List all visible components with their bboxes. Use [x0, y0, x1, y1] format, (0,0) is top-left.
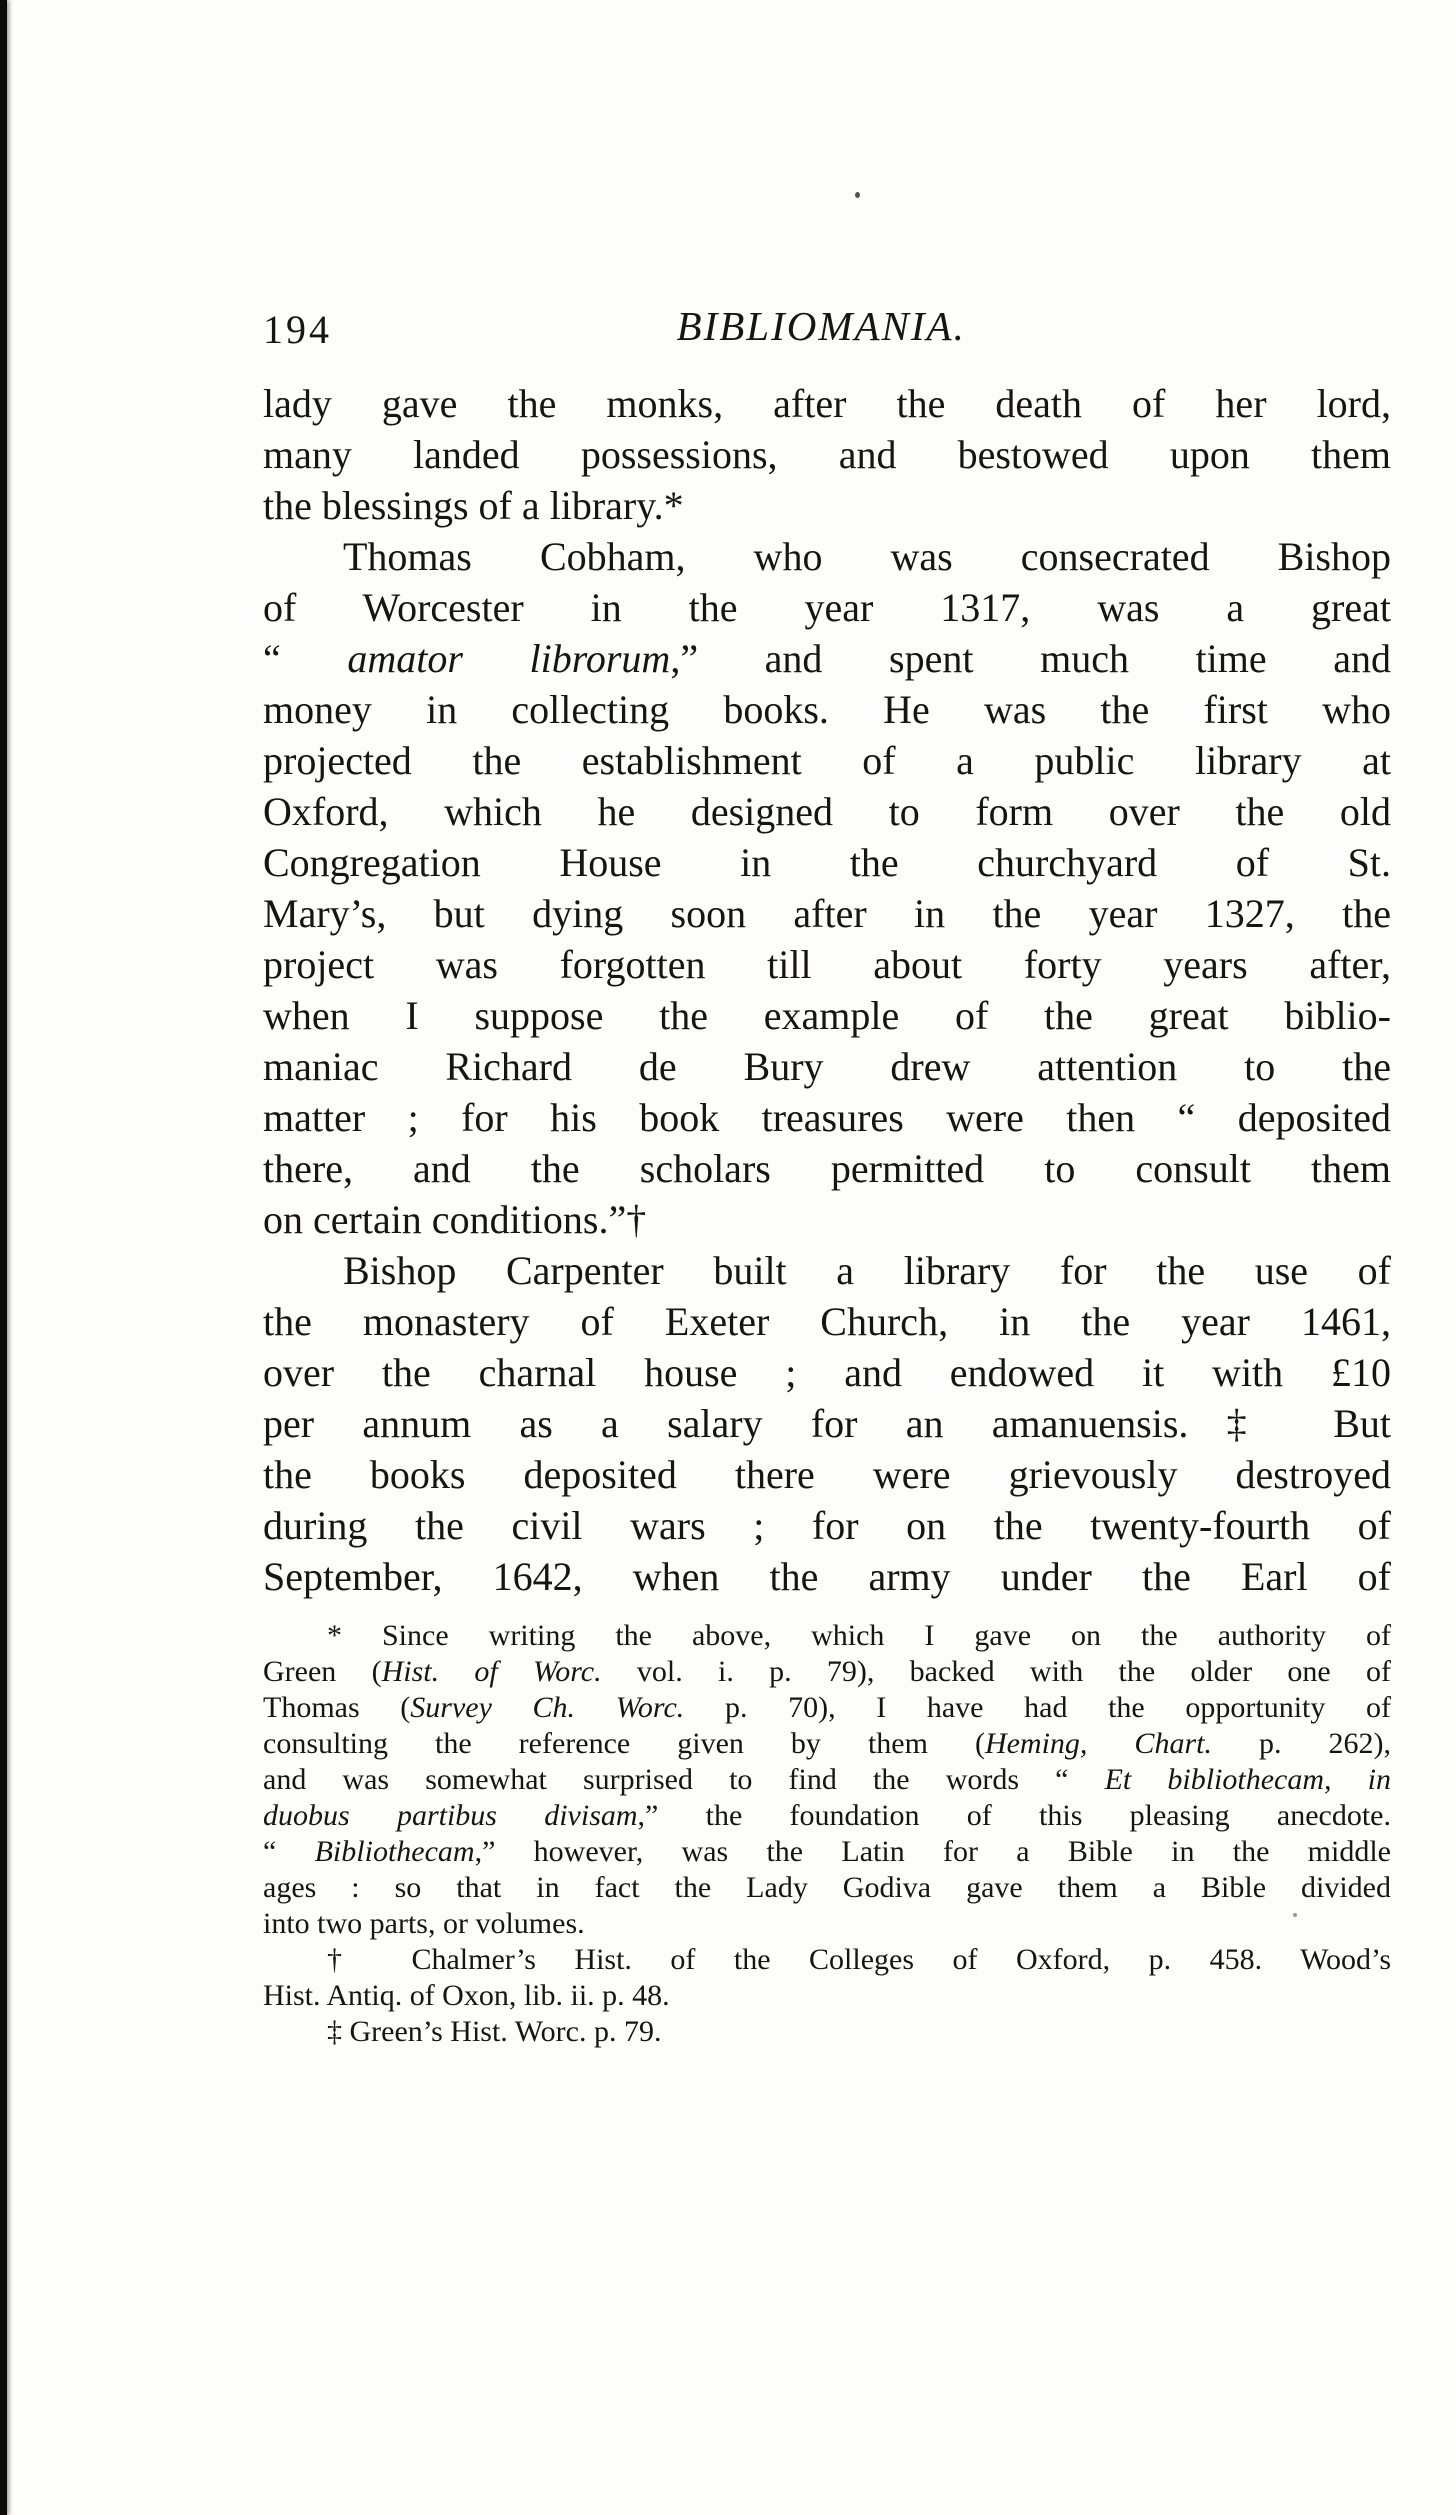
text-line — [263, 837, 1391, 888]
text-segment: money in collecting books. He was the first who — [263, 687, 1391, 732]
text-segment: Thomas ( — [263, 1691, 411, 1724]
text-line — [263, 1551, 1391, 1602]
text-segment: “ — [263, 1835, 315, 1868]
italic-text-segment: Et bibliothecam, in — [1104, 1763, 1391, 1796]
text-line — [263, 1398, 1391, 1449]
text-segment: p. 262), — [1211, 1727, 1391, 1760]
text-segment: many landed possessions, and bestowed upon them — [263, 432, 1391, 477]
text-segment: September, 1642, when the army under the Earl of — [263, 1554, 1391, 1599]
text-segment: Congregation House in the churchyard of St. — [263, 840, 1391, 885]
text-line — [263, 1500, 1391, 1551]
text-line — [263, 1194, 1391, 1245]
text-segment: over the charnal house ; and endowed it with £10 — [263, 1350, 1391, 1395]
text-segment: “ — [263, 636, 348, 681]
body-text — [263, 378, 1391, 1602]
text-line — [263, 1296, 1391, 1347]
text-segment: Bishop Carpenter built a library for the use of — [343, 1248, 1391, 1293]
text-segment: Green ( — [263, 1655, 382, 1688]
text-line — [263, 735, 1391, 786]
scan-speck — [855, 192, 860, 198]
text-line — [263, 480, 1391, 531]
text-segment: Thomas Cobham, who was consecrated Bishop — [343, 534, 1391, 579]
text-line — [263, 582, 1391, 633]
text-line — [263, 378, 1391, 429]
text-segment: maniac Richard de Bury drew attention to the — [263, 1044, 1391, 1089]
text-segment: and was somewhat surprised to find the words “ — [263, 1763, 1105, 1796]
text-line — [263, 2014, 1391, 2050]
text-line — [263, 1690, 1391, 1726]
text-segment: projected the establishment of a public library at — [263, 738, 1391, 783]
italic-text-segment: Bibliothecam — [314, 1835, 475, 1868]
text-line — [263, 1762, 1391, 1798]
text-line — [263, 1618, 1391, 1654]
text-segment: when I suppose the example of the great biblio- — [263, 993, 1391, 1038]
text-line — [263, 1092, 1391, 1143]
text-line — [263, 1870, 1391, 1906]
text-segment: ,” the foundation of this pleasing anecdote. — [637, 1799, 1391, 1832]
text-segment: Oxford, which he designed to form over the old — [263, 789, 1391, 834]
page-number: 194 — [263, 307, 332, 352]
italic-text-segment: Heming, Chart. — [984, 1727, 1212, 1760]
italic-text-segment: Hist. of Worc. — [381, 1655, 602, 1688]
text-line — [263, 1942, 1391, 1978]
text-line — [263, 1798, 1391, 1834]
text-line — [263, 1449, 1391, 1500]
text-segment: * Since writing the above, which I gave on the authority of — [327, 1619, 1391, 1652]
scan-edge-artifact — [0, 0, 7, 2515]
text-segment: p. 70), I have had the opportunity of — [684, 1691, 1391, 1724]
text-segment: into two parts, or volumes. — [263, 1907, 585, 1940]
text-line — [263, 1834, 1391, 1870]
text-line — [263, 786, 1391, 837]
text-segment: ‡ Green’s Hist. Worc. p. 79. — [327, 2015, 662, 2048]
text-line — [263, 1654, 1391, 1690]
text-segment: of Worcester in the year 1317, was a great — [263, 585, 1391, 630]
italic-text-segment: amator librorum — [347, 636, 671, 681]
text-segment: the books deposited there were grievously destroyed — [263, 1452, 1391, 1497]
text-segment: Hist. Antiq. of Oxon, lib. ii. p. 48. — [263, 1979, 670, 2012]
text-line — [263, 429, 1391, 480]
text-line — [263, 1347, 1391, 1398]
text-segment: the monastery of Exeter Church, in the year 1461, — [263, 1299, 1391, 1344]
running-title: BIBLIOMANIA. — [676, 303, 966, 349]
text-segment: consulting the reference given by them ( — [263, 1727, 985, 1760]
text-line — [263, 1041, 1391, 1092]
text-line — [263, 1143, 1391, 1194]
text-segment: ages : so that in fact the Lady Godiva gave them a Bible divided — [263, 1871, 1391, 1904]
text-segment: Mary’s, but dying soon after in the year 1327, the — [263, 891, 1391, 936]
text-segment: there, and the scholars permitted to consult them — [263, 1146, 1391, 1191]
text-line — [263, 939, 1391, 990]
text-line — [263, 990, 1391, 1041]
text-segment: on certain conditions.”† — [263, 1197, 647, 1242]
text-line — [263, 684, 1391, 735]
italic-text-segment: duobus partibus divisam — [263, 1799, 638, 1832]
text-segment: ,” however, was the Latin for a Bible in the middle — [474, 1835, 1391, 1868]
text-line — [263, 888, 1391, 939]
text-segment: project was forgotten till about forty years after, — [263, 942, 1391, 987]
text-segment: † Chalmer’s Hist. of the Colleges of Oxford, p. 458. Wood’s — [327, 1943, 1391, 1976]
text-line — [263, 531, 1391, 582]
text-segment: lady gave the monks, after the death of her lord, — [263, 381, 1391, 426]
text-segment: vol. i. p. 79), backed with the older one of — [601, 1655, 1391, 1688]
text-line — [263, 633, 1391, 684]
italic-text-segment: Survey Ch. Worc. — [410, 1691, 685, 1724]
footnotes — [263, 1618, 1391, 2050]
text-line — [263, 1978, 1391, 2014]
text-line — [263, 1245, 1391, 1296]
text-segment: matter ; for his book treasures were then “ deposited — [263, 1095, 1391, 1140]
text-line — [263, 1906, 1391, 1942]
text-segment: per annum as a salary for an amanuensis.‡ But — [263, 1401, 1391, 1446]
text-segment: the blessings of a library.* — [263, 483, 684, 528]
text-block — [263, 300, 1391, 2050]
text-segment: ,” and spent much time and — [670, 636, 1392, 681]
page-header — [263, 300, 1391, 356]
text-segment: during the civil wars ; for on the twenty-fourth of — [263, 1503, 1391, 1548]
text-line — [263, 1726, 1391, 1762]
